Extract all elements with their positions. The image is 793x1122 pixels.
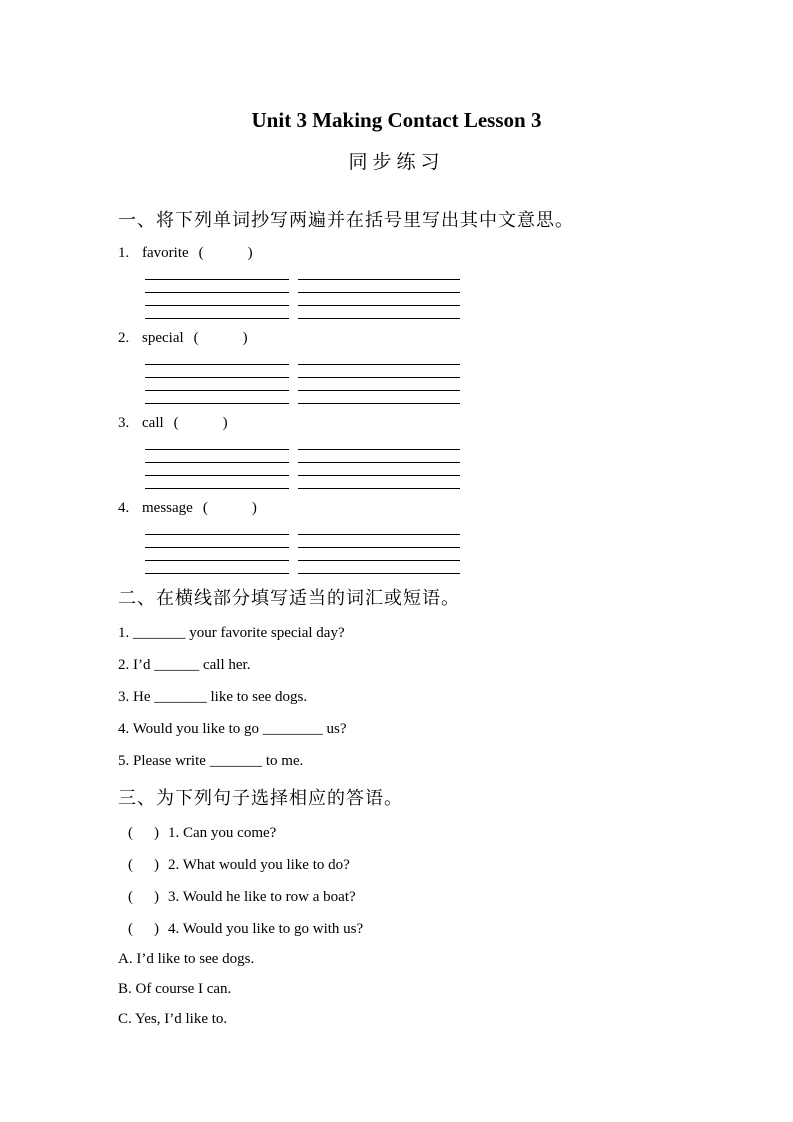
section1-heading: 一、将下列单词抄写两遍并在括号里写出其中文意思。 bbox=[118, 210, 574, 231]
paren-close: ) bbox=[222, 415, 228, 432]
copy-line bbox=[145, 561, 289, 574]
fill-blank-item: 2. I’d ______ call her. bbox=[118, 657, 251, 674]
word-item bbox=[118, 412, 675, 434]
copy-line bbox=[145, 437, 289, 450]
word-item bbox=[118, 327, 675, 349]
paren-open: ( bbox=[193, 330, 199, 347]
copy-lines-block bbox=[145, 522, 675, 574]
word-item bbox=[118, 242, 675, 264]
copy-line-row bbox=[145, 463, 675, 476]
copy-line-row bbox=[145, 280, 675, 293]
fill-blank-item: 3. He _______ like to see dogs. bbox=[118, 689, 308, 706]
copy-line-row bbox=[145, 306, 675, 319]
response-choice-list bbox=[118, 822, 675, 940]
copy-line-row bbox=[145, 267, 675, 280]
response-item bbox=[118, 854, 675, 876]
answer-option-list bbox=[118, 948, 675, 1030]
paren-open: ( bbox=[202, 500, 208, 517]
word-text: special bbox=[142, 330, 184, 347]
copy-line bbox=[145, 463, 289, 476]
answer-option: A. I’d like to see dogs. bbox=[118, 951, 255, 968]
copy-line-row bbox=[145, 293, 675, 306]
copy-line-row bbox=[145, 378, 675, 391]
paren-close: ) bbox=[154, 921, 159, 938]
copy-line bbox=[298, 293, 460, 306]
paren-close: ) bbox=[154, 857, 159, 874]
fill-blank-item: 1. _______ your favorite special day? bbox=[118, 625, 345, 642]
copy-line bbox=[145, 378, 289, 391]
copy-line bbox=[298, 306, 460, 319]
word-number: 4. bbox=[118, 500, 130, 517]
copy-line bbox=[145, 267, 289, 280]
copy-line-row bbox=[145, 476, 675, 489]
paren-close: ) bbox=[251, 500, 257, 517]
copy-line-row bbox=[145, 522, 675, 535]
page-subtitle: 同步练习 bbox=[348, 152, 445, 174]
copy-line bbox=[145, 522, 289, 535]
copy-line bbox=[298, 548, 460, 561]
copy-line bbox=[298, 280, 460, 293]
response-text: 1. Can you come? bbox=[168, 825, 277, 842]
copy-line bbox=[298, 561, 460, 574]
paren-open: ( bbox=[128, 825, 133, 842]
response-item bbox=[118, 918, 675, 940]
response-text: 2. What would you like to do? bbox=[168, 857, 350, 874]
word-number: 2. bbox=[118, 330, 130, 347]
copy-line bbox=[145, 280, 289, 293]
paren-open: ( bbox=[128, 921, 133, 938]
copy-line bbox=[298, 437, 460, 450]
paren-close: ) bbox=[154, 889, 159, 906]
word-number: 3. bbox=[118, 415, 130, 432]
copy-line bbox=[145, 391, 289, 404]
copy-line bbox=[298, 522, 460, 535]
copy-line-row bbox=[145, 450, 675, 463]
copy-line bbox=[145, 535, 289, 548]
page-title: Unit 3 Making Contact Lesson 3 bbox=[251, 108, 542, 133]
copy-line bbox=[145, 306, 289, 319]
copy-line bbox=[145, 293, 289, 306]
answer-option: C. Yes, I’d like to. bbox=[118, 1011, 228, 1028]
word-number: 1. bbox=[118, 245, 130, 262]
copy-line-row bbox=[145, 391, 675, 404]
paren-open: ( bbox=[198, 245, 204, 262]
copy-line bbox=[298, 476, 460, 489]
paren-open: ( bbox=[128, 889, 133, 906]
answer-option: B. Of course I can. bbox=[118, 981, 232, 998]
copy-line bbox=[298, 463, 460, 476]
copy-line bbox=[298, 450, 460, 463]
paren-open: ( bbox=[173, 415, 179, 432]
section3-heading: 三、为下列句子选择相应的答语。 bbox=[118, 788, 403, 809]
word-item bbox=[118, 497, 675, 519]
copy-line bbox=[298, 391, 460, 404]
fill-blank-list bbox=[118, 622, 675, 772]
fill-blank-item: 4. Would you like to go ________ us? bbox=[118, 721, 347, 738]
copy-line-row bbox=[145, 437, 675, 450]
copy-line bbox=[298, 535, 460, 548]
response-text: 4. Would you like to go with us? bbox=[168, 921, 364, 938]
copy-line bbox=[298, 352, 460, 365]
copy-line bbox=[298, 378, 460, 391]
copy-line bbox=[145, 450, 289, 463]
response-item bbox=[118, 822, 675, 844]
copy-line-row bbox=[145, 561, 675, 574]
copy-line bbox=[298, 267, 460, 280]
copy-lines-block bbox=[145, 437, 675, 489]
paren-close: ) bbox=[242, 330, 248, 347]
copy-lines-block bbox=[145, 267, 675, 319]
copy-line-row bbox=[145, 548, 675, 561]
copy-line bbox=[145, 548, 289, 561]
copy-line-row bbox=[145, 365, 675, 378]
paren-close: ) bbox=[154, 825, 159, 842]
copy-line-row bbox=[145, 352, 675, 365]
response-text: 3. Would he like to row a boat? bbox=[168, 889, 356, 906]
paren-open: ( bbox=[128, 857, 133, 874]
copy-line bbox=[145, 352, 289, 365]
fill-blank-item: 5. Please write _______ to me. bbox=[118, 753, 304, 770]
word-text: favorite bbox=[142, 245, 189, 262]
word-text: call bbox=[142, 415, 164, 432]
word-text: message bbox=[142, 500, 193, 517]
word-copy-list bbox=[118, 242, 675, 574]
response-item bbox=[118, 886, 675, 908]
copy-line-row bbox=[145, 535, 675, 548]
section2-heading: 二、在横线部分填写适当的词汇或短语。 bbox=[118, 588, 460, 609]
paren-close: ) bbox=[247, 245, 253, 262]
copy-line bbox=[145, 365, 289, 378]
copy-line bbox=[298, 365, 460, 378]
copy-line bbox=[145, 476, 289, 489]
copy-lines-block bbox=[145, 352, 675, 404]
